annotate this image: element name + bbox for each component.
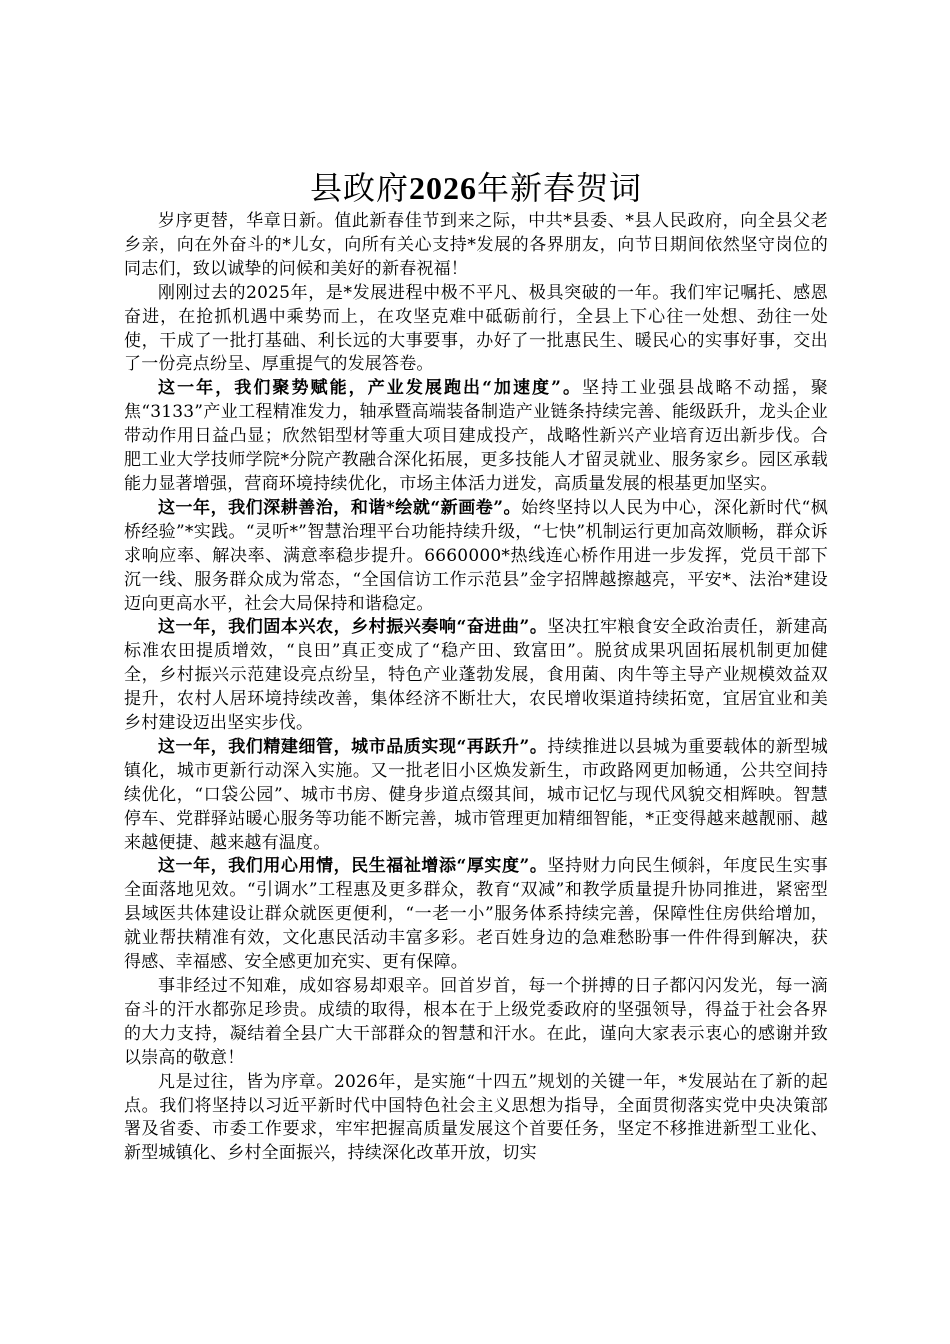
paragraph-lead: 这一年，我们聚势赋能，产业发展跑出“加速度”。 [158,378,583,399]
paragraph-text: 岁序更替，华章日新。值此新春佳节到来之际，中共*县委、*县人民政府，向全县父老乡亲，向在外奋斗的*儿女，向所有关心支持*发展的各界朋友，向节日期间依然坚守岗位的同志们，致以诚挚的问候和美好的新春祝福！ [124,211,828,279]
paragraph-text: 坚决扛牢粮食安全政治责任，新建高标准农田提质增效，“良田”真正变成了“稳产田、致富田”。脱贫成果巩固拓展机制更加健全，乡村振兴示范建设亮点纷呈，特色产业蓬勃发展，食用菌、肉牛等主导产业规模效益双提升，农村人居环境持续改善，集体经济不断壮大，农民增收渠道持续拓宽，宜居宜业和美乡村建设迈出坚实步伐。 [124,617,829,734]
paragraph-thanks [124,975,828,1071]
paragraph-lead: 这一年，我们精建细管，城市品质实现“再跃升”。 [158,736,548,757]
paragraph-lead: 这一年，我们深耕善治，和谐*绘就“新画卷”。 [158,497,522,518]
paragraph-text: 持续推进以县城为重要载体的新型城镇化，城市更新行动深入实施。又一批老旧小区焕发新生，市政路网更加畅通，公共空间持续优化，“口袋公园”、城市书房、健身步道点缀其间，城市记忆与现代风貌交相辉映。智慧停车、党群驿站暖心服务等功能不断完善，城市管理更加精细智能，*正变得越来越靓丽、越来越便捷、越来越有温度。 [124,736,829,853]
document-page [124,168,828,1166]
paragraph-text: 刚刚过去的2025年，是*发展进程中极不平凡、极具突破的一年。我们牢记嘱托、感恩奋进，在抢抓机遇中乘势而上，在攻坚克难中砥砺前行，全县上下心往一处想、劲往一处使，干成了一批打基础、利长远的大事要事，办好了一批惠民生、暖民心的实事好事，交出了一份亮点纷呈、厚重提气的发展答卷。 [124,282,828,375]
paragraph-text: 凡是过往，皆为序章。2026年，是实施“十四五”规划的关键一年，*发展站在了新的起点。我们将坚持以习近平新时代中国特色社会主义思想为指导，全面贯彻落实党中央决策部署及省委、市委工作要求，牢牢把握高质量发展这个首要任务，坚定不移推进新型工业化、新型城镇化、乡村全面振兴，持续深化改革开放，切实 [124,1071,828,1164]
paragraph-review-2025 [124,282,828,378]
paragraph-text: 始终坚持以人民为中心，深化新时代“枫桥经验”*实践。“灵听*”智慧治理平台功能持续升级，“七快”机制运行更加高效顺畅，群众诉求响应率、解决率、满意率稳步提升。6660000*热线连心桥作用进一步发挥，党员干部下沉一线、服务群众成为常态，“全国信访工作示范县”金字招牌越擦越亮，平安*、法治*建设迈向更高水平，社会大局保持和谐稳定。 [124,497,828,614]
paragraph-text: 事非经过不知难，成如容易却艰辛。回首岁首，每一个拼搏的日子都闪闪发光，每一滴奋斗的汗水都弥足珍贵。成绩的取得，根本在于上级党委政府的坚强领导，得益于社会各界的大力支持，凝结着全县广大干部群众的智慧和汗水。在此，谨向大家表示衷心的感谢并致以崇高的敬意！ [124,976,828,1068]
paragraph-text: 坚持财力向民生倾斜，年度民生实事全面落地见效。“引调水”工程惠及更多群众，教育“双减”和教学质量提升协同推进，紧密型县域医共体建设让群众就医更便利，“一老一小”服务体系持续完善，保障性住房供给增加，就业帮扶精准有效，文化惠民活动丰富多彩。老百姓身边的急难愁盼事一件件得到解决，获得感、幸福感、安全感更加充实、更有保障。 [124,856,829,973]
paragraph-urban [124,736,828,856]
paragraph-outlook-2026 [124,1071,828,1167]
paragraph-livelihood [124,855,828,975]
title-suffix: 年新春贺词 [477,169,643,207]
paragraph-greeting [124,210,828,282]
paragraph-lead: 这一年，我们用心用情，民生福祉增添“厚实度”。 [158,856,548,877]
document-title [124,168,828,208]
paragraph-governance [124,497,828,617]
paragraph-lead: 这一年，我们固本兴农，乡村振兴奏响“奋进曲”。 [158,617,548,638]
paragraph-rural [124,616,828,736]
title-prefix: 县政府 [309,169,409,207]
paragraph-industry [124,377,828,497]
paragraph-text: 坚持工业强县战略不动摇，聚焦“3133”产业工程精准发力，轴承暨高端装备制造产业链条持续完善、能级跃升，龙头企业带动作用日益凸显；欣然铝型材等重大项目建成投产，战略性新兴产业培育迈出新步伐。合肥工业大学技师学院*分院产教融合深化拓展，更多技能人才留灵就业、服务家乡。园区承载能力显著增强，营商环境持续优化，市场主体活力迸发，高质量发展的根基更加坚实。 [124,378,828,494]
title-year: 2026 [409,170,477,206]
